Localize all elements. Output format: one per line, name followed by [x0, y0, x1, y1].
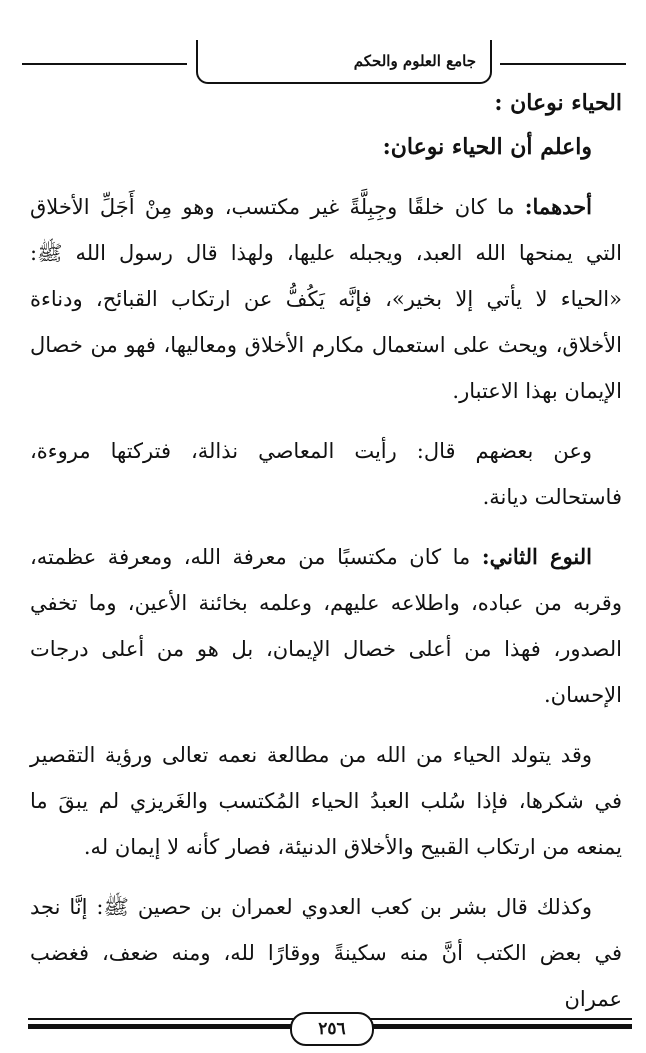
header-title-frame [196, 40, 492, 84]
header-rule-right [500, 63, 626, 65]
paragraph-quote: وعن بعضهم قال: رأيت المعاصي نذالة، فتركتها مروءة، فاستحالت ديانة. [30, 439, 622, 509]
paragraph-bishr: وكذلك قال بشر بن كعب العدوي لعمران بن حصين ﷺ: إنَّا نجد في بعض الكتب أنَّ منه سكينةً ووقارًا لله، ومنه ضعف، فغضب عمران [30, 895, 622, 1011]
paragraph-modesty-origin: وقد يتولد الحياء من الله من مطالعة نعمه تعالى ورؤية التقصير في شكرها، فإذا سُلب العبدُ الحياء المُكتسب والغَريزي لم يبقَ ما يمنعه من ارتكاب القبيح والأخلاق الدنيئة، فصار كأنه لا إيمان له. [30, 743, 622, 859]
page-footer [28, 1008, 632, 1052]
header-rule-left [22, 63, 187, 65]
paragraph-text: ما كان خلقًا وجِبِلَّةً غير مكتسب، وهو مِنْ أَجَلِّ الأخلاق التي يمنحها الله العبد، ويجبله عليها، ولهذا قال رسول الله ﷺ: «الحياء لا يأتي إلا بخير»، فإنَّه يَكُفُّ عن ارتكاب القبائح، ودناءة الأخلاق، ويحث على استعمال مكارم الأخلاق ومعاليها، فهو من خصال الإيمان بهذا الاعتبار. [30, 195, 622, 403]
page-number-frame [290, 1012, 374, 1046]
paragraph-text: ما كان مكتسبًا من معرفة الله، ومعرفة عظمته، وقربه من عباده، واطلاعه عليهم، وعلمه بخائنة الأعين، وما تخفي الصدور، فهذا من أعلى خصال الإيمان، بل هو من أعلى درجات الإحسان. [30, 545, 622, 707]
page-number: ٢٥٦ [318, 1019, 346, 1039]
paragraph-lead: النوع الثاني: [481, 544, 593, 569]
paragraph-second-type [30, 534, 622, 718]
book-title: جامع العلوم والحكم [353, 52, 476, 70]
paragraph-first-type [30, 184, 622, 414]
paragraph-lead: أحدهما: [524, 194, 592, 219]
running-header [22, 38, 626, 84]
page-body [30, 88, 622, 1011]
section-heading: الحياء نوعان : [494, 90, 622, 116]
subheading: واعلم أن الحياء نوعان: [382, 134, 592, 160]
